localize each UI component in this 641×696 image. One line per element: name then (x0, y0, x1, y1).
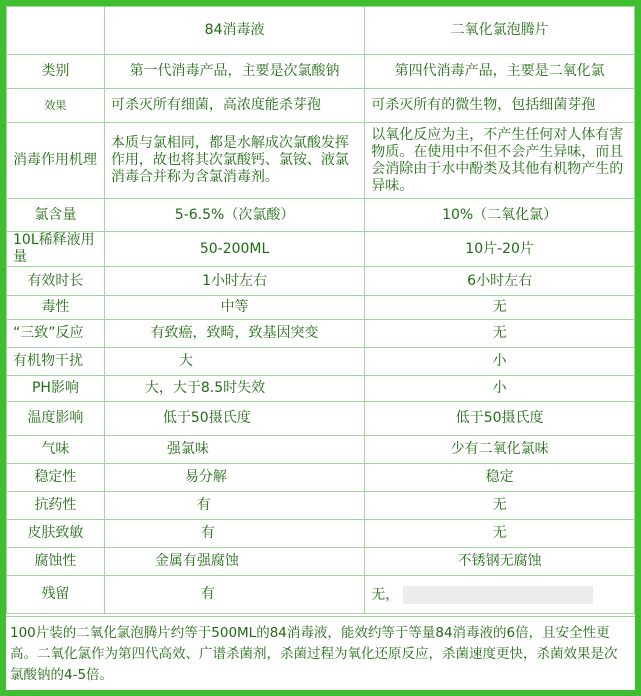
table-row (7, 320, 635, 348)
cell-84: 1小时左右 (104, 267, 364, 296)
table-header-row (7, 7, 635, 55)
cell-clo2: 无 (365, 520, 635, 548)
header-chlorine-dioxide-tablet: 二氧化氯泡腾片 (365, 7, 635, 55)
table-row (7, 548, 635, 576)
table-row (7, 402, 635, 436)
table-row (7, 348, 635, 376)
row-label: “三致”反应 (7, 320, 105, 348)
table-row (7, 267, 635, 296)
table-row (7, 376, 635, 402)
header-blank-cell (7, 7, 105, 55)
row-label: 皮肤致敏 (7, 520, 105, 548)
cell-clo2: 小 (365, 376, 635, 402)
table-row (7, 123, 635, 199)
cell-clo2 (365, 576, 635, 614)
row-label: 抗药性 (7, 492, 105, 520)
row-label: 类别 (7, 55, 105, 89)
table-row (7, 436, 635, 464)
row-label: 消毒作用机理 (7, 123, 105, 199)
row-label: 温度影响 (7, 402, 105, 436)
cell-clo2: 小 (365, 348, 635, 376)
table-row (7, 492, 635, 520)
table-row (7, 520, 635, 548)
cell-clo2: 少有二氧化氯味 (365, 436, 635, 464)
row-label: 气味 (7, 436, 105, 464)
row-label: 有效时长 (7, 267, 105, 296)
cell-clo2: 无 (365, 296, 635, 320)
cell-84: 大 (104, 348, 364, 376)
table-row (7, 89, 635, 123)
cell-84: 中等 (104, 296, 364, 320)
row-label: PH影响 (7, 376, 105, 402)
row-label: 毒性 (7, 296, 105, 320)
cell-84: 有 (104, 520, 364, 548)
cell-clo2: 以氧化反应为主，不产生任何对人体有害物质。在使用中不但不会产生异味，而且会消除由于水中酚类及其他有机物产生的异味。 (365, 123, 635, 199)
cell-84: 有 (104, 492, 364, 520)
header-84-disinfectant: 84消毒液 (104, 7, 364, 55)
row-label: 有机物干扰 (7, 348, 105, 376)
comparison-table (6, 6, 635, 614)
residue-clo2-text: 无， (371, 586, 400, 603)
cell-84: 金属有强腐蚀 (104, 548, 364, 576)
table-row (7, 55, 635, 89)
row-label: 稳定性 (7, 464, 105, 492)
cell-clo2: 低于50摄氏度 (365, 402, 635, 436)
footnote-paragraph: 100片装的二氧化氯泡腾片约等于500ML的84消毒液，能效约等于等量84消毒液的6倍，且安全性更高。二氧化氯作为第四代高效、广谱杀菌剂，杀菌过程为氧化还原反应，杀菌速度更快，杀菌效果是次氯酸钠的4-5倍。 (6, 616, 635, 696)
cell-clo2: 第四代消毒产品，主要是二氧化氯 (365, 55, 635, 89)
cell-clo2: 可杀灭所有的微生物，包括细菌芽孢 (365, 89, 635, 123)
cell-84: 可杀灭所有细菌，高浓度能杀芽孢 (104, 89, 364, 123)
cell-clo2: 无 (365, 320, 635, 348)
table-row (7, 464, 635, 492)
cell-clo2: 稳定 (365, 464, 635, 492)
cell-clo2: 6小时左右 (365, 267, 635, 296)
cell-84: 本质与氯相同，都是水解成次氯酸发挥作用，故也将其次氯酸钙、氯铵、液氯消毒合并称为含氯消毒剂。 (104, 123, 364, 199)
cell-84: 大，大于8.5时失效 (104, 376, 364, 402)
cell-84: 50-200ML (104, 232, 364, 267)
cell-84: 有致癌，致畸，致基因突变 (104, 320, 364, 348)
row-label: 残留 (7, 576, 105, 614)
cell-84: 易分解 (104, 464, 364, 492)
cell-84: 强氯味 (104, 436, 364, 464)
table-row (7, 576, 635, 614)
cell-clo2: 不锈钢无腐蚀 (365, 548, 635, 576)
cell-clo2: 10片-20片 (365, 232, 635, 267)
redacted-area (403, 586, 593, 604)
table-row (7, 296, 635, 320)
row-label: 氯含量 (7, 199, 105, 232)
cell-84: 5-6.5%（次氯酸） (104, 199, 364, 232)
cell-84: 第一代消毒产品，主要是次氯酸钠 (104, 55, 364, 89)
cell-clo2: 10%（二氧化氯） (365, 199, 635, 232)
table-row (7, 232, 635, 267)
row-label: 效果 (7, 89, 105, 123)
cell-clo2: 无 (365, 492, 635, 520)
row-label: 10L稀释液用量 (7, 232, 105, 267)
cell-84: 低于50摄氏度 (104, 402, 364, 436)
table-row (7, 199, 635, 232)
cell-84: 有 (104, 576, 364, 614)
row-label: 腐蚀性 (7, 548, 105, 576)
